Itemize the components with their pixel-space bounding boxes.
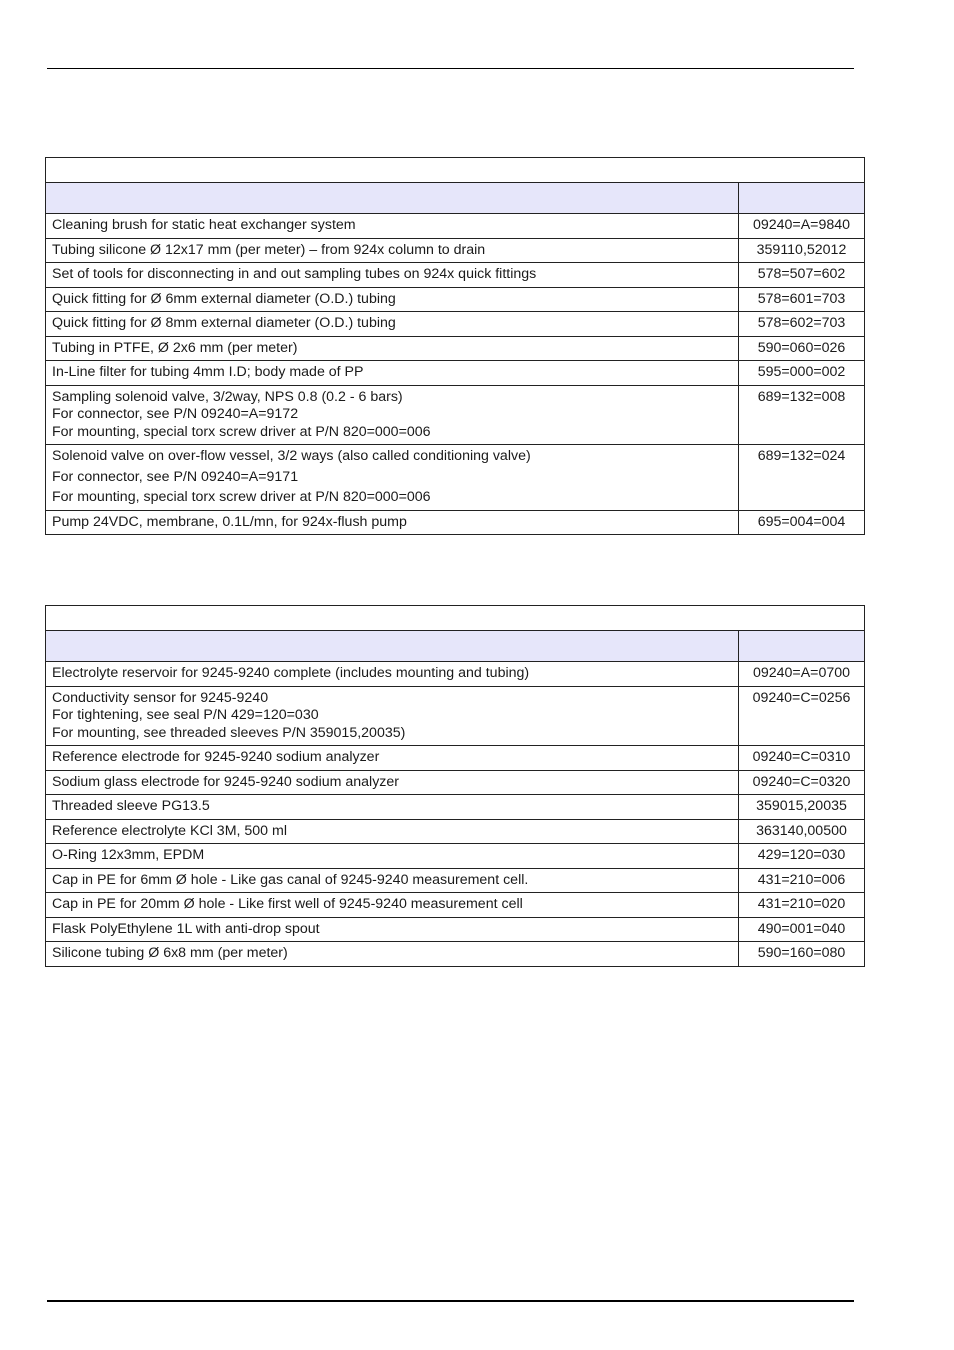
- description-line: O-Ring 12x3mm, EPDM: [52, 847, 205, 863]
- part-number: 689=132=024: [739, 445, 865, 511]
- description-line: Conductivity sensor for 9245-9240: [52, 689, 269, 706]
- part-number: 431=210=006: [739, 868, 865, 893]
- table-row: [46, 893, 865, 918]
- part-number: 09240=C=0256: [739, 686, 865, 746]
- part-description: [46, 214, 739, 239]
- column-header-part-number: [739, 631, 865, 662]
- spare-parts-table-1: [45, 157, 865, 535]
- part-number: 695=004=004: [739, 510, 865, 535]
- column-header-part-number: [739, 183, 865, 214]
- part-number: 363140,00500: [739, 819, 865, 844]
- table-row: [46, 917, 865, 942]
- description-line: Silicone tubing Ø 6x8 mm (per meter): [52, 945, 288, 961]
- part-number: 578=507=602: [739, 263, 865, 288]
- description-line: Sampling solenoid valve, 3/2way, NPS 0.8 (0.2 - 6 bars): [52, 388, 403, 405]
- table-title: [46, 158, 865, 183]
- part-description: [46, 819, 739, 844]
- part-number: 09240=C=0320: [739, 770, 865, 795]
- description-line: For tightening, see seal P/N 429=120=030: [52, 707, 319, 723]
- part-description: [46, 385, 739, 445]
- table-row: [46, 312, 865, 337]
- part-number: 590=160=080: [739, 942, 865, 967]
- description-line: Sodium glass electrode for 9245-9240 sodium analyzer: [52, 773, 400, 790]
- description-line: Threaded sleeve PG13.5: [52, 798, 210, 814]
- part-description: [46, 510, 739, 535]
- table-row: [46, 868, 865, 893]
- description-line: In-Line filter for tubing 4mm I.D; body made of PP: [52, 364, 364, 380]
- part-description: [46, 336, 739, 361]
- table-row: [46, 770, 865, 795]
- part-number: 431=210=020: [739, 893, 865, 918]
- part-description: [46, 445, 739, 511]
- table-header-row: [46, 183, 865, 214]
- part-number: 09240=A=0700: [739, 662, 865, 687]
- table-row: [46, 746, 865, 771]
- part-number: 595=000=002: [739, 361, 865, 386]
- part-number: 359015,20035: [739, 795, 865, 820]
- table-row: [46, 795, 865, 820]
- description-line: Cap in PE for 20mm Ø hole - Like first well of 9245-9240 measurement cell: [52, 896, 523, 912]
- column-header-description: [46, 631, 739, 662]
- table-row: [46, 819, 865, 844]
- table-header-row: [46, 631, 865, 662]
- table-row: [46, 662, 865, 687]
- part-description: [46, 844, 739, 869]
- table-row: [46, 336, 865, 361]
- part-description: [46, 942, 739, 967]
- description-line: For mounting, see threaded sleeves P/N 359015,20035): [52, 724, 406, 741]
- table-row: [46, 385, 865, 445]
- part-description: [46, 263, 739, 288]
- footer-rule: [47, 1300, 854, 1302]
- part-description: [46, 238, 739, 263]
- part-description: [46, 361, 739, 386]
- table-body: [46, 662, 865, 967]
- table-row: [46, 214, 865, 239]
- spare-parts-table-2: [45, 605, 865, 967]
- part-number: 490=001=040: [739, 917, 865, 942]
- description-line: Cap in PE for 6mm Ø hole - Like gas canal of 9245-9240 measurement cell.: [52, 871, 529, 888]
- part-number: 578=602=703: [739, 312, 865, 337]
- table-row: [46, 238, 865, 263]
- table-body: [46, 214, 865, 535]
- part-number: 429=120=030: [739, 844, 865, 869]
- part-description: [46, 868, 739, 893]
- part-number: 590=060=026: [739, 336, 865, 361]
- part-description: [46, 746, 739, 771]
- part-description: [46, 795, 739, 820]
- table-row: [46, 942, 865, 967]
- table-row: [46, 361, 865, 386]
- part-description: [46, 893, 739, 918]
- part-description: [46, 686, 739, 746]
- table-row: [46, 510, 865, 535]
- description-line: Cleaning brush for static heat exchanger system: [52, 217, 356, 233]
- part-number: 09240=C=0310: [739, 746, 865, 771]
- part-number: 09240=A=9840: [739, 214, 865, 239]
- table-title: [46, 606, 865, 631]
- description-line: Tubing silicone Ø 12x17 mm (per meter) – from 924x column to drain: [52, 241, 486, 258]
- column-header-description: [46, 183, 739, 214]
- description-line: Pump 24VDC, membrane, 0.1L/mn, for 924x-flush pump: [52, 513, 407, 530]
- description-line: For mounting, special torx screw driver at P/N 820=000=006: [52, 423, 431, 440]
- description-line: For connector, see P/N 09240=A=9172: [52, 406, 299, 422]
- description-line: Set of tools for disconnecting in and out sampling tubes on 924x quick fittings: [52, 266, 537, 282]
- header-rule: [47, 68, 854, 69]
- table-title-row: [46, 158, 865, 183]
- description-line: Quick fitting for Ø 6mm external diameter (O.D.) tubing: [52, 290, 396, 307]
- description-line: Tubing in PTFE, Ø 2x6 mm (per meter): [52, 339, 298, 356]
- description-line: For mounting, special torx screw driver at P/N 820=000=006: [52, 489, 431, 505]
- description-line: Electrolyte reservoir for 9245-9240 complete (includes mounting and tubing): [52, 665, 530, 681]
- part-description: [46, 770, 739, 795]
- table-row: [46, 287, 865, 312]
- part-number: 689=132=008: [739, 385, 865, 445]
- part-description: [46, 312, 739, 337]
- description-line: Reference electrode for 9245-9240 sodium analyzer: [52, 749, 380, 765]
- table-row: [46, 263, 865, 288]
- part-description: [46, 287, 739, 312]
- table-row: [46, 686, 865, 746]
- table-title-row: [46, 606, 865, 631]
- part-description: [46, 917, 739, 942]
- description-line: For connector, see P/N 09240=A=9171: [52, 468, 299, 485]
- description-line: Solenoid valve on over-flow vessel, 3/2 ways (also called conditioning valve): [52, 448, 531, 464]
- description-line: Flask PolyEthylene 1L with anti-drop spout: [52, 920, 320, 937]
- description-line: Reference electrolyte KCl 3M, 500 ml: [52, 822, 287, 839]
- description-line: Quick fitting for Ø 8mm external diameter (O.D.) tubing: [52, 315, 396, 331]
- part-description: [46, 662, 739, 687]
- part-number: 359110,52012: [739, 238, 865, 263]
- table-row: [46, 844, 865, 869]
- part-number: 578=601=703: [739, 287, 865, 312]
- table-row: [46, 445, 865, 511]
